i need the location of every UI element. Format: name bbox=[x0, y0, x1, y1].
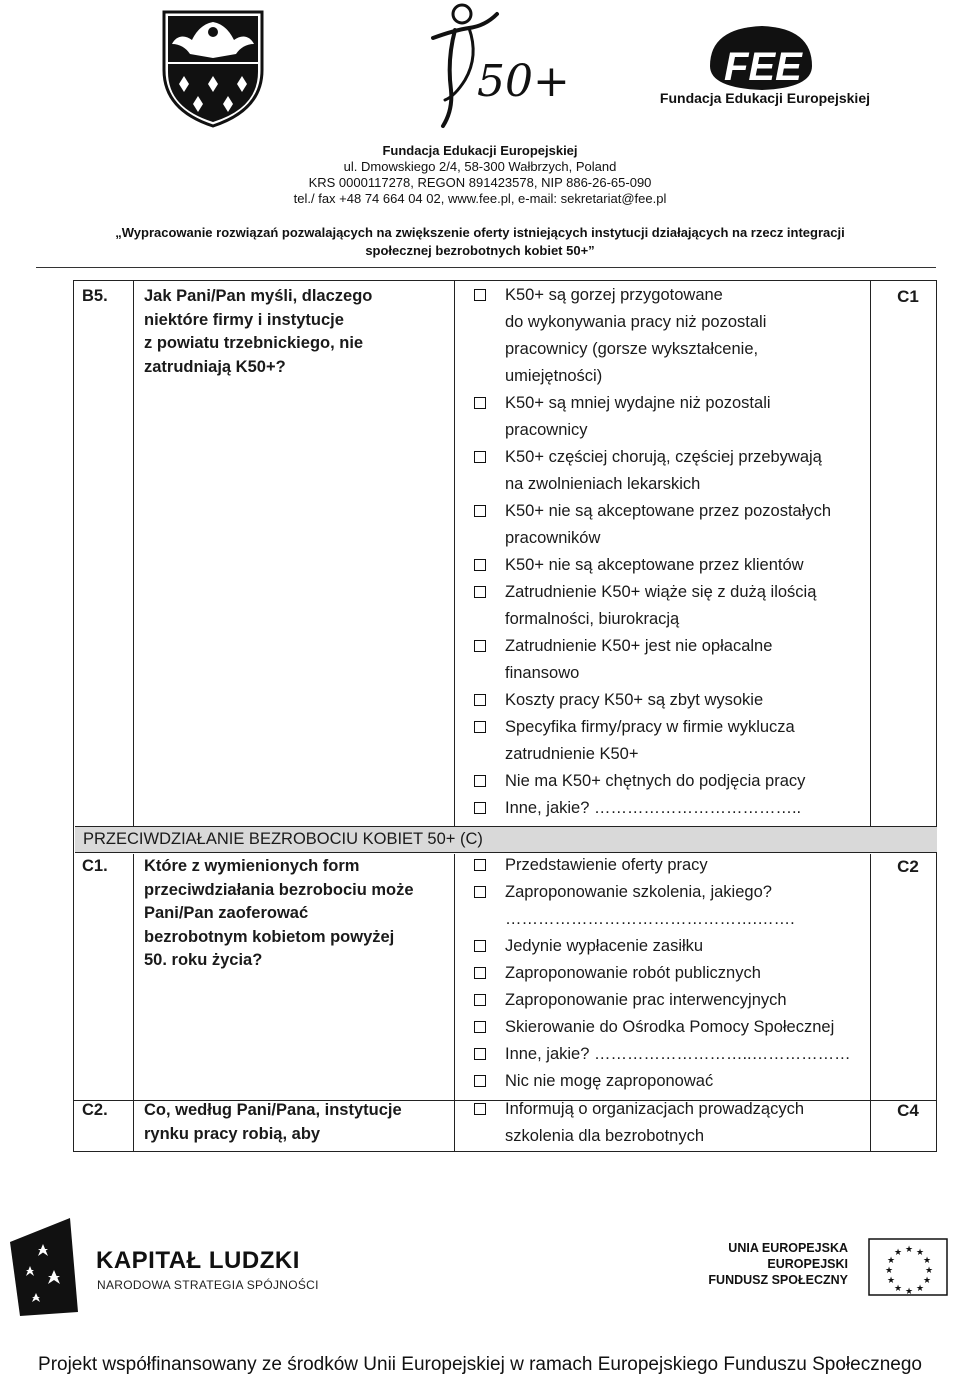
question-text bbox=[144, 855, 444, 973]
checkbox[interactable] bbox=[474, 940, 486, 952]
eu-line: FUNDUSZ SPOŁECZNY bbox=[708, 1273, 848, 1287]
question-line: Jak Pani/Pan myśli, dlaczego bbox=[144, 287, 373, 305]
option-label: Skierowanie do Ośrodka Pomocy Społecznej bbox=[505, 1018, 835, 1036]
powiat-crest-logo bbox=[162, 10, 264, 128]
checkbox[interactable] bbox=[474, 859, 486, 871]
question-id: C2. bbox=[82, 1101, 108, 1119]
checkbox[interactable] bbox=[474, 1075, 486, 1087]
option-label: Specyfika firmy/pracy w firmie wyklucza bbox=[505, 718, 795, 736]
option-label: szkolenia dla bezrobotnych bbox=[505, 1127, 705, 1145]
option-label: Informują o organizacjach prowadzących bbox=[505, 1100, 804, 1118]
checkbox[interactable] bbox=[474, 505, 486, 517]
option-label: formalności, biurokracją bbox=[505, 610, 680, 628]
checkbox[interactable] bbox=[474, 775, 486, 787]
kapital-ludzki-subtitle: NARODOWA STRATEGIA SPÓJNOŚCI bbox=[97, 1278, 319, 1292]
question-text bbox=[144, 285, 444, 379]
cofinance-note: Projekt współfinansowany ze środków Unii Europejskiej w ramach Europejskiego Funduszu Społecznego bbox=[38, 1354, 922, 1375]
question-line: rynku pracy robią, aby bbox=[144, 1124, 321, 1143]
svg-text:★: ★ bbox=[923, 1276, 932, 1286]
eu-fund-text bbox=[700, 1240, 848, 1288]
question-id: B5. bbox=[82, 287, 108, 305]
option-label: Zatrudnienie K50+ jest nie opłacalne bbox=[505, 637, 773, 655]
eu-line: UNIA EUROPEJSKA bbox=[728, 1241, 848, 1255]
header-divider bbox=[36, 267, 936, 268]
checkbox[interactable] bbox=[474, 802, 486, 814]
option-label: finansowo bbox=[505, 664, 580, 682]
checkbox[interactable] bbox=[474, 967, 486, 979]
checkbox[interactable] bbox=[474, 640, 486, 652]
option-label: Koszty pracy K50+ są zbyt wysokie bbox=[505, 691, 764, 709]
svg-text:★: ★ bbox=[923, 1256, 932, 1266]
col-divider-1-bottom bbox=[133, 854, 134, 1152]
svg-text:★: ★ bbox=[894, 1284, 903, 1294]
question-line: bezrobotnym kobietom powyżej bbox=[144, 927, 395, 946]
col-divider-2-bottom bbox=[454, 854, 455, 1152]
program-50plus-logo bbox=[425, 0, 570, 128]
option-label: ……………………………………….……. bbox=[505, 910, 795, 928]
question-line: niektóre firmy i instytucje bbox=[144, 310, 344, 329]
checkbox[interactable] bbox=[474, 721, 486, 733]
org-block bbox=[0, 143, 960, 207]
option-label: do wykonywania pracy niż pozostali bbox=[505, 313, 767, 331]
option-label: Zaproponowanie prac interwencyjnych bbox=[505, 991, 787, 1009]
question-line: Pani/Pan zaoferować bbox=[144, 904, 309, 922]
option-label: Zaproponowanie robót publicznych bbox=[505, 964, 761, 982]
option-label: pracowników bbox=[505, 529, 601, 547]
option-label: na zwolnieniach lekarskich bbox=[505, 475, 701, 493]
svg-text:★: ★ bbox=[887, 1276, 896, 1286]
option-label: K50+ częściej chorują, częściej przebywają bbox=[505, 448, 822, 466]
org-name: Fundacja Edukacji Europejskiej bbox=[382, 143, 578, 158]
checkbox[interactable] bbox=[474, 451, 486, 463]
question-line: Które z wymienionych form bbox=[144, 857, 360, 875]
svg-text:FEE: FEE bbox=[724, 45, 802, 89]
checkbox[interactable] bbox=[474, 586, 486, 598]
org-contact: tel./ fax +48 74 664 04 02, www.fee.pl, e-mail: sekretariat@fee.pl bbox=[293, 191, 667, 206]
option-label: Jedynie wypłacenie zasiłku bbox=[505, 937, 704, 955]
question-id: C1. bbox=[82, 857, 108, 875]
svg-text:★: ★ bbox=[885, 1266, 894, 1276]
kapital-ludzki-title: KAPITAŁ LUDZKI bbox=[96, 1247, 300, 1274]
section-title: PRZECIWDZIAŁANIE BEZROBOCIU KOBIET 50+ (C) bbox=[83, 830, 483, 848]
answer-code: C1 bbox=[897, 287, 919, 306]
fee-name: Fundacja Edukacji Europejskiej bbox=[659, 90, 870, 106]
option-label: Nic nie mogę zaproponować bbox=[505, 1072, 714, 1090]
project-title-line1: „Wypracowanie rozwiązań pozwalających na zwiększenie oferty istniejących instytucji działających na rzecz integracji bbox=[115, 225, 845, 240]
option-label: K50+ nie są akceptowane przez pozostałych bbox=[505, 502, 832, 520]
svg-text:★: ★ bbox=[925, 1266, 934, 1276]
org-address: ul. Dmowskiego 2/4, 58-300 Wałbrzych, Poland bbox=[343, 159, 617, 174]
question-line: 50. roku życia? bbox=[144, 951, 263, 969]
org-registry: KRS 0000117278, REGON 891423578, NIP 886-26-65-090 bbox=[308, 175, 652, 190]
svg-text:★: ★ bbox=[887, 1256, 896, 1266]
question-line: z powiatu trzebnickiego, nie bbox=[144, 334, 364, 352]
project-title bbox=[60, 224, 900, 260]
answer-code: C4 bbox=[897, 1101, 919, 1120]
option-label: umiejętności) bbox=[505, 367, 603, 385]
question-text bbox=[144, 1099, 444, 1146]
option-label: Inne, jakie? ……………………………….. bbox=[505, 799, 802, 817]
option-label: K50+ nie są akceptowane przez klientów bbox=[505, 556, 804, 574]
option-label: pracownicy bbox=[505, 421, 588, 439]
svg-text:50+: 50+ bbox=[477, 56, 570, 107]
svg-text:★: ★ bbox=[905, 1245, 914, 1255]
option-label: Nie ma K50+ chętnych do podjęcia pracy bbox=[505, 772, 806, 790]
eu-line: EUROPEJSKI bbox=[767, 1257, 848, 1271]
question-line: zatrudniają K50+? bbox=[144, 357, 286, 376]
answer-code: C2 bbox=[897, 857, 919, 876]
question-line: Co, według Pani/Pana, instytucje bbox=[144, 1101, 402, 1119]
survey-table bbox=[73, 280, 937, 1152]
col-divider-3-top bbox=[870, 281, 871, 827]
checkbox[interactable] bbox=[474, 694, 486, 706]
option-label: zatrudnienie K50+ bbox=[505, 745, 639, 763]
svg-text:★: ★ bbox=[894, 1248, 903, 1258]
question-line: przeciwdziałania bezrobociu może bbox=[144, 880, 414, 899]
eu-flag-icon bbox=[868, 1238, 948, 1296]
checkbox[interactable] bbox=[474, 1021, 486, 1033]
option-label: Zatrudnienie K50+ wiąże się z dużą ilością bbox=[505, 583, 817, 601]
checkbox[interactable] bbox=[474, 397, 486, 409]
checkbox[interactable] bbox=[474, 1048, 486, 1060]
checkbox[interactable] bbox=[474, 1103, 486, 1115]
option-label: K50+ są gorzej przygotowane bbox=[505, 286, 723, 304]
project-title-line2: społecznej bezrobotnych kobiet 50+” bbox=[365, 243, 595, 258]
svg-text:★: ★ bbox=[916, 1284, 925, 1294]
svg-text:★: ★ bbox=[916, 1248, 925, 1258]
svg-text:★: ★ bbox=[905, 1287, 914, 1297]
checkbox[interactable] bbox=[474, 559, 486, 571]
option-label: K50+ są mniej wydajne niż pozostali bbox=[505, 394, 771, 412]
col-divider-1-top bbox=[133, 281, 134, 827]
option-label: Inne, jakie? ………………………..……………… bbox=[505, 1045, 851, 1063]
option-label: Przedstawienie oferty pracy bbox=[505, 856, 708, 874]
col-divider-2-top bbox=[454, 281, 455, 827]
col-divider-3-bottom bbox=[870, 854, 871, 1152]
checkbox[interactable] bbox=[474, 886, 486, 898]
checkbox[interactable] bbox=[474, 289, 486, 301]
option-label: pracownicy (gorsze wykształcenie, bbox=[505, 340, 759, 358]
checkbox[interactable] bbox=[474, 994, 486, 1006]
option-label: Zaproponowanie szkolenia, jakiego? bbox=[505, 883, 772, 901]
section-header bbox=[75, 826, 937, 853]
